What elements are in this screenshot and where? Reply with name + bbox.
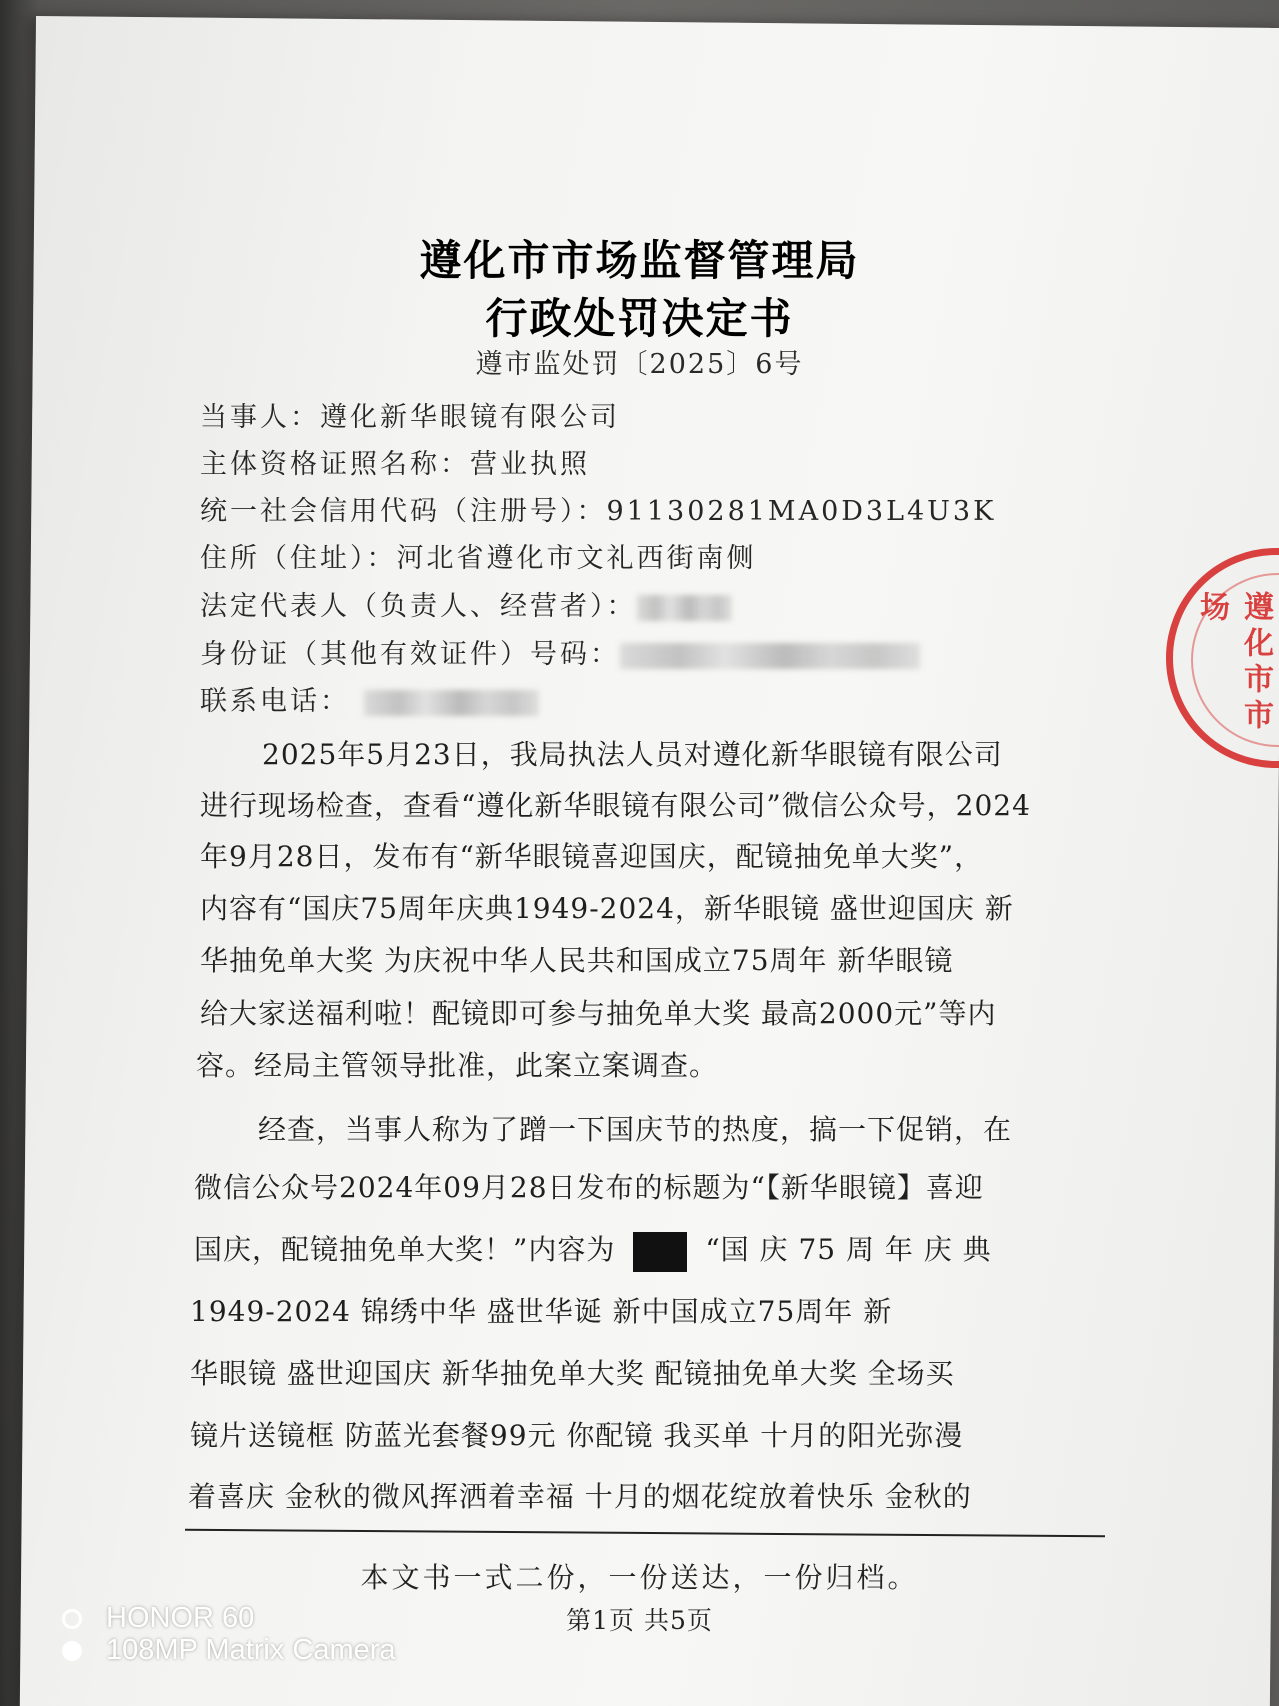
paragraph-2-text: 国庆，配镜抽免单大奖！”内容为 bbox=[194, 1233, 616, 1266]
legal-rep-row bbox=[200, 584, 732, 623]
address-value: 河北省遵化市文礼西街南侧 bbox=[396, 543, 757, 574]
paragraph-2-line: 着喜庆 金秋的微风挥洒着幸福 十月的烟花绽放着快乐 金秋的 bbox=[188, 1480, 972, 1513]
party-name-row bbox=[200, 395, 620, 434]
legal-rep-label: 法定代表人（负责人、经营者）： bbox=[200, 591, 637, 622]
credit-code-row bbox=[200, 489, 996, 528]
phone-row bbox=[200, 679, 539, 718]
paragraph-1-line: 给大家送福利啦！配镜即可参与抽免单大奖 最高2000元”等内 bbox=[200, 997, 997, 1030]
paragraph-2-line: 华眼镜 盛世迎国庆 新华抽免单大奖 配镜抽免单大奖 全场买 bbox=[190, 1357, 955, 1390]
document-number: 遵市监处罚〔2025〕6号 bbox=[475, 349, 804, 380]
redacted-id-number bbox=[620, 643, 920, 669]
copies-note: 本文书一式二份，一份送达，一份归档。 bbox=[360, 1561, 919, 1594]
document-title-agency: 遵化市市场监督管理局 bbox=[419, 236, 860, 285]
paragraph-1-line: 容。经局主管领导批准，此案立案调查。 bbox=[196, 1049, 719, 1082]
id-number-row bbox=[200, 632, 920, 671]
phone-label: 联系电话： bbox=[200, 686, 350, 717]
license-label: 主体资格证照名称： bbox=[200, 449, 470, 480]
ring-icon bbox=[62, 1609, 82, 1629]
paragraph-1-line: 华抽免单大奖 为庆祝中华人民共和国成立75周年 新华眼镜 bbox=[200, 944, 954, 977]
credit-code-value: 91130281MA0D3L4U3K bbox=[606, 496, 997, 527]
camera-spec-text: 108MP Matrix Camera bbox=[106, 1634, 396, 1666]
seal-text: 遵化市市场 bbox=[1194, 591, 1273, 735]
license-row bbox=[200, 442, 590, 481]
paragraph-2-text: “国 庆 75 周 年 庆 典 bbox=[705, 1233, 992, 1266]
paragraph-2-line: 经查，当事人称为了蹭一下国庆节的热度，搞一下促销，在 bbox=[258, 1113, 1013, 1146]
paragraph-1-line: 年9月28日，发布有“新华眼镜喜迎国庆，配镜抽免单大奖”， bbox=[200, 840, 984, 873]
camera-watermark-model bbox=[62, 1602, 254, 1635]
document-title-type: 行政处罚决定书 bbox=[485, 294, 794, 343]
paragraph-1-line: 2025年5月23日，我局执法人员对遵化新华眼镜有限公司 bbox=[262, 738, 1003, 771]
paragraph-1-line: 进行现场检查，查看“遵化新华眼镜有限公司”微信公众号，2024 bbox=[200, 789, 1031, 822]
id-number-label: 身份证（其他有效证件）号码： bbox=[200, 639, 620, 670]
license-value: 营业执照 bbox=[470, 449, 590, 480]
address-label: 住所（住址）： bbox=[200, 543, 397, 574]
paragraph-1-line: 内容有“国庆75周年庆典1949-2024，新华眼镜 盛世迎国庆 新 bbox=[200, 892, 1014, 925]
address-row bbox=[200, 536, 757, 575]
paragraph-2-line: 镜片送镜框 防蓝光套餐99元 你配镜 我买单 十月的阳光弥漫 bbox=[190, 1419, 964, 1452]
party-name-value: 遵化新华眼镜有限公司 bbox=[320, 402, 620, 433]
page-number: 第1页 共5页 bbox=[566, 1606, 713, 1635]
credit-code-label: 统一社会信用代码（注册号）： bbox=[200, 496, 607, 527]
embedded-image-thumbnail bbox=[633, 1232, 687, 1272]
dot-icon bbox=[62, 1641, 82, 1661]
camera-model-text: HONOR 60 bbox=[106, 1602, 255, 1634]
paragraph-2-line: 微信公众号2024年09月28日发布的标题为“【新华眼镜】喜迎 bbox=[194, 1171, 984, 1204]
camera-watermark-spec bbox=[62, 1634, 396, 1667]
paragraph-2-line: 1949-2024 锦绣中华 盛世华诞 新中国成立75周年 新 bbox=[190, 1295, 893, 1328]
redacted-phone bbox=[364, 690, 539, 716]
party-name-label: 当事人： bbox=[200, 402, 320, 433]
redacted-name bbox=[637, 595, 732, 621]
paragraph-2-line-with-image bbox=[194, 1228, 992, 1272]
